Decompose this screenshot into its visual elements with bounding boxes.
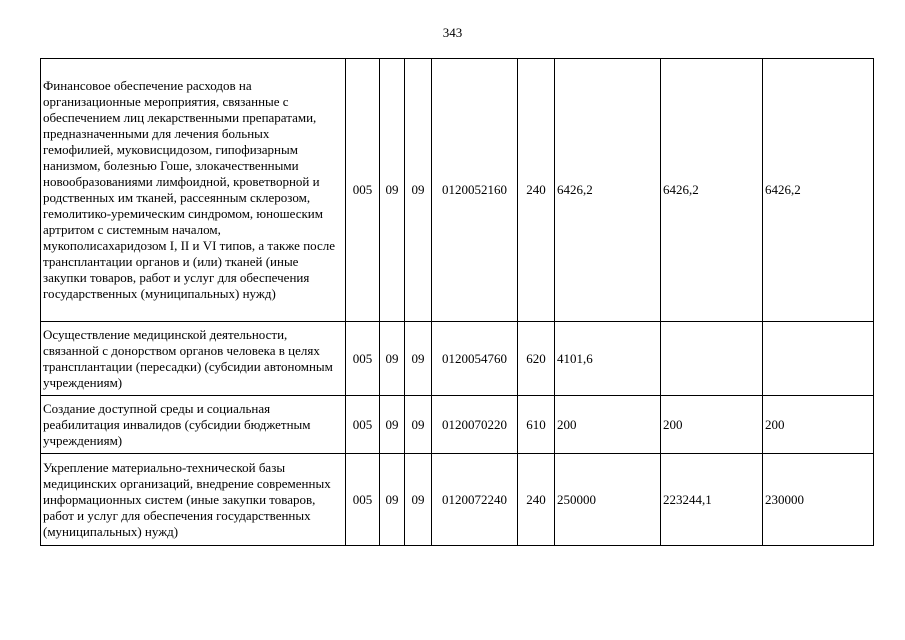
subsection-code: 09 bbox=[405, 59, 432, 322]
row-description: Укрепление материально-технической базы медицинских организаций, внедрение современных информационных систем (иные закупки товаров, работ и услуг для обеспечения государственных (муниципальных) нужд) bbox=[41, 454, 346, 546]
budget-table bbox=[40, 58, 874, 546]
ministry-code: 005 bbox=[346, 59, 380, 322]
row-description: Финансовое обеспечение расходов на организационные мероприятия, связанные с обеспечением лиц лекарственными препаратами, предназначенными для лечения больных гемофилией, муковисцидозом, гипофизарным нанизмом, болезнью Гоше, злокачественными новообразованиями лимфоидной, кроветворной и родственных им тканей, рассеянным склерозом, гемолитико-уремическим синдромом, юношеским артритом с системным началом, мукополисахаридозом I, II и VI типов, а также после трансплантации органов и (или) тканей (иные закупки товаров, работ и услуг для обеспечения государственных (муниципальных) нужд) bbox=[41, 59, 346, 322]
amount-year-1: 200 bbox=[555, 396, 661, 454]
subsection-code: 09 bbox=[405, 322, 432, 396]
subsection-code: 09 bbox=[405, 454, 432, 546]
ministry-code: 005 bbox=[346, 454, 380, 546]
target-article-code: 0120054760 bbox=[432, 322, 518, 396]
section-code: 09 bbox=[380, 396, 405, 454]
ministry-code: 005 bbox=[346, 396, 380, 454]
expense-type-code: 240 bbox=[518, 454, 555, 546]
table-row bbox=[41, 59, 874, 322]
amount-year-3: 230000 bbox=[763, 454, 874, 546]
amount-year-1: 250000 bbox=[555, 454, 661, 546]
ministry-code: 005 bbox=[346, 322, 380, 396]
amount-year-3: 6426,2 bbox=[763, 59, 874, 322]
section-code: 09 bbox=[380, 59, 405, 322]
amount-year-3 bbox=[763, 322, 874, 396]
row-description: Осуществление медицинской деятельности, связанной с донорством органов человека в целях трансплантации (пересадки) (субсидии автономным учреждениям) bbox=[41, 322, 346, 396]
amount-year-1: 6426,2 bbox=[555, 59, 661, 322]
table-row bbox=[41, 454, 874, 546]
page-number: 343 bbox=[442, 25, 463, 40]
amount-year-2: 200 bbox=[661, 396, 763, 454]
section-code: 09 bbox=[380, 454, 405, 546]
expense-type-code: 610 bbox=[518, 396, 555, 454]
expense-type-code: 240 bbox=[518, 59, 555, 322]
section-code: 09 bbox=[380, 322, 405, 396]
table-row bbox=[41, 322, 874, 396]
amount-year-2: 6426,2 bbox=[661, 59, 763, 322]
amount-year-2 bbox=[661, 322, 763, 396]
amount-year-2: 223244,1 bbox=[661, 454, 763, 546]
row-description: Создание доступной среды и социальная реабилитация инвалидов (субсидии бюджетным учреждениям) bbox=[41, 396, 346, 454]
amount-year-1: 4101,6 bbox=[555, 322, 661, 396]
expense-type-code: 620 bbox=[518, 322, 555, 396]
table-row bbox=[41, 396, 874, 454]
target-article-code: 0120072240 bbox=[432, 454, 518, 546]
target-article-code: 0120070220 bbox=[432, 396, 518, 454]
subsection-code: 09 bbox=[405, 396, 432, 454]
amount-year-3: 200 bbox=[763, 396, 874, 454]
target-article-code: 0120052160 bbox=[432, 59, 518, 322]
